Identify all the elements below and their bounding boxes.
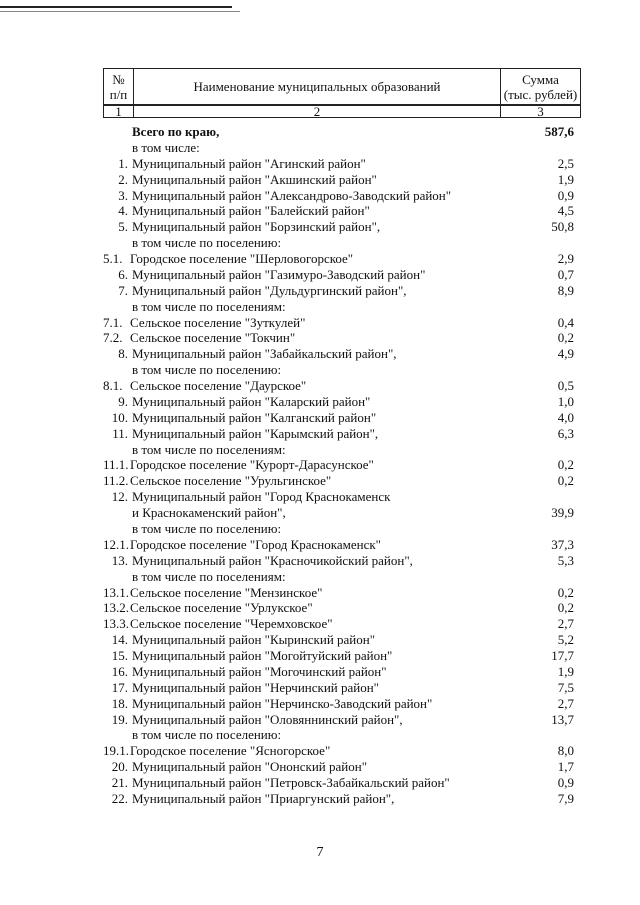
row-name: Муниципальный район "Дульдургинский район", <box>132 282 407 298</box>
row-value: 2,5 <box>557 155 574 171</box>
row-name: Муниципальный район "Агинский район" <box>132 155 366 171</box>
table-row <box>0 457 640 473</box>
row-number: 9. <box>118 393 128 409</box>
row-name: Муниципальный район "Борзинский район", <box>132 219 381 235</box>
row-value: 8,0 <box>557 743 574 759</box>
row-number: 4. <box>118 203 128 219</box>
row-number: 8. <box>118 346 128 362</box>
subheading-row <box>0 569 640 585</box>
row-name: Муниципальный район "Кыринский район" <box>132 632 376 648</box>
row-value: 7,5 <box>557 679 574 695</box>
total-row <box>0 124 640 140</box>
row-number: 18. <box>111 695 128 711</box>
row-number: 7.1. <box>103 314 123 330</box>
row-name: в том числе по поселению: <box>132 521 282 536</box>
row-name: Сельское поселение "Черемховское" <box>130 616 333 632</box>
row-number: 12.1. <box>103 536 129 552</box>
table-row <box>0 743 640 759</box>
table-row <box>0 473 640 489</box>
table-row <box>0 537 640 553</box>
table-row <box>0 759 640 775</box>
subheading-row <box>0 140 640 156</box>
header-index-2: 2 <box>133 104 501 118</box>
row-name: Сельское поселение "Мензинское" <box>130 584 323 600</box>
subheading-row <box>0 235 640 251</box>
subheading-row <box>0 521 640 537</box>
table-row <box>0 378 640 394</box>
row-number: 7.2. <box>103 330 123 346</box>
row-name: Муниципальный район "Город Краснокаменск <box>132 489 391 505</box>
table-row <box>0 283 640 299</box>
table-row <box>0 219 640 235</box>
row-number: 19. <box>111 711 128 727</box>
row-name: в том числе по поселениям: <box>132 441 286 457</box>
subheading-row <box>0 299 640 315</box>
row-value: 50,8 <box>551 219 574 235</box>
row-name: Муниципальный район "Забайкальский район", <box>132 346 397 362</box>
row-value: 1,9 <box>557 663 574 679</box>
header-col-name: Наименование муниципальных образований <box>133 68 501 105</box>
table-row <box>0 156 640 172</box>
table-row <box>0 791 640 807</box>
row-number: 17. <box>111 679 128 695</box>
row-name: в том числе по поселению: <box>132 235 282 251</box>
top-rule <box>0 6 232 8</box>
row-number: 21. <box>111 775 128 791</box>
table-row <box>0 315 640 331</box>
row-value: 1,0 <box>557 393 574 409</box>
row-name: Городское поселение "Город Краснокаменск" <box>130 536 381 552</box>
subheading-row <box>0 442 640 458</box>
table-row <box>0 489 640 505</box>
table-row <box>0 585 640 601</box>
row-number: 11.1. <box>103 457 129 473</box>
table-row <box>0 664 640 680</box>
header-col-sum: Сумма (тыс. рублей) <box>500 68 581 105</box>
table-row <box>0 426 640 442</box>
row-value: 2,7 <box>557 616 574 632</box>
row-value: 17,7 <box>551 648 574 664</box>
row-name: Сельское поселение "Токчин" <box>130 330 296 346</box>
row-value: 0,9 <box>557 187 574 203</box>
row-number: 5.1. <box>103 251 123 267</box>
row-value: 0,2 <box>557 584 574 600</box>
table-row <box>0 330 640 346</box>
row-value: 0,2 <box>557 330 574 346</box>
row-value: 587,6 <box>544 124 574 139</box>
row-name: Муниципальный район "Могойтуйский район" <box>132 648 393 664</box>
table-row <box>0 553 640 569</box>
row-value: 1,9 <box>557 171 574 187</box>
subheading-row <box>0 727 640 743</box>
table-row <box>0 775 640 791</box>
row-value: 37,3 <box>551 536 574 552</box>
row-value: 0,4 <box>557 314 574 330</box>
row-value: 39,9 <box>551 505 574 521</box>
table-row <box>0 600 640 616</box>
row-number: 10. <box>111 409 128 425</box>
row-number: 2. <box>118 171 128 187</box>
row-value: 7,9 <box>557 790 574 806</box>
row-value: 4,0 <box>557 409 574 425</box>
row-name: Городское поселение "Ясногорское" <box>130 743 331 759</box>
row-name: Всего по краю, <box>132 124 220 139</box>
table-row <box>0 172 640 188</box>
row-value: 0,9 <box>557 775 574 791</box>
row-name: в том числе по поселению: <box>132 362 282 378</box>
row-number: 8.1. <box>103 378 123 394</box>
top-rule-thin <box>0 11 240 12</box>
row-number: 3. <box>118 187 128 203</box>
row-value: 4,5 <box>557 203 574 219</box>
row-number: 11.2. <box>103 473 129 489</box>
row-name: Муниципальный район "Ононский район" <box>132 759 368 775</box>
table-row <box>0 251 640 267</box>
row-name: в том числе по поселениям: <box>132 298 286 314</box>
row-value: 13,7 <box>551 711 574 727</box>
table-row <box>0 616 640 632</box>
row-name: Муниципальный район "Газимуро-Заводский район" <box>132 266 426 282</box>
header-index-1: 1 <box>103 104 134 118</box>
table-row <box>0 267 640 283</box>
header-col-number: № п/п <box>103 68 134 105</box>
row-name: Сельское поселение "Урульгинское" <box>130 473 332 489</box>
table-row <box>0 696 640 712</box>
subheading-row <box>0 362 640 378</box>
row-number: 16. <box>111 663 128 679</box>
row-name: Муниципальный район "Приаргунский район", <box>132 790 395 806</box>
row-value: 0,7 <box>557 266 574 282</box>
row-name: Муниципальный район "Оловяннинский район", <box>132 711 403 727</box>
row-number: 13.2. <box>103 600 129 616</box>
table-row <box>0 410 640 426</box>
table-row <box>0 505 640 521</box>
row-number: 5. <box>118 219 128 235</box>
row-number: 13.1. <box>103 584 129 600</box>
row-number: 22. <box>111 790 128 806</box>
row-number: 11. <box>112 425 128 441</box>
row-number: 12. <box>111 489 128 505</box>
row-value: 0,2 <box>557 457 574 473</box>
row-name: в том числе: <box>132 139 200 155</box>
table-header <box>103 68 581 120</box>
table-row <box>0 648 640 664</box>
row-name: Муниципальный район "Карымский район", <box>132 425 379 441</box>
row-number: 15. <box>111 648 128 664</box>
row-name: Сельское поселение "Урлукское" <box>130 600 313 616</box>
row-number: 7. <box>118 282 128 298</box>
row-name: в том числе по поселению: <box>132 727 282 743</box>
table-row <box>0 346 640 362</box>
row-value: 8,9 <box>557 282 574 298</box>
table-row <box>0 632 640 648</box>
row-name: Муниципальный район "Калганский район" <box>132 409 377 425</box>
table-row <box>0 188 640 204</box>
row-number: 19.1. <box>103 743 129 759</box>
row-value: 0,2 <box>557 473 574 489</box>
row-value: 2,7 <box>557 695 574 711</box>
row-name: Городское поселение "Курорт-Дарасунское" <box>130 457 374 473</box>
header-index-3: 3 <box>500 104 581 118</box>
table-row <box>0 712 640 728</box>
row-name: Муниципальный район "Нерчинско-Заводский район" <box>132 695 433 711</box>
row-name: Муниципальный район "Балейский район" <box>132 203 370 219</box>
row-value: 1,7 <box>557 759 574 775</box>
table-row <box>0 394 640 410</box>
row-name: Сельское поселение "Зуткулей" <box>130 314 306 330</box>
row-number: 13.3. <box>103 616 129 632</box>
row-name: Муниципальный район "Красночикойский район", <box>132 552 413 568</box>
row-value: 5,2 <box>557 632 574 648</box>
row-name: Сельское поселение "Даурское" <box>130 378 307 394</box>
row-value: 0,2 <box>557 600 574 616</box>
row-number: 14. <box>111 632 128 648</box>
row-value: 5,3 <box>557 552 574 568</box>
row-name: Муниципальный район "Нерчинский район" <box>132 679 379 695</box>
row-name: в том числе по поселениям: <box>132 568 286 584</box>
row-name: Муниципальный район "Каларский район" <box>132 393 371 409</box>
row-name: Муниципальный район "Александрово-Заводский район" <box>132 187 452 203</box>
table-row <box>0 203 640 219</box>
row-value: 4,9 <box>557 346 574 362</box>
row-name: Городское поселение "Шерловогорское" <box>130 251 354 267</box>
row-name: и Краснокаменский район", <box>132 505 286 521</box>
row-name: Муниципальный район "Петровск-Забайкальский район" <box>132 775 450 791</box>
row-number: 20. <box>111 759 128 775</box>
page-number: 7 <box>316 845 324 860</box>
row-value: 2,9 <box>557 251 574 267</box>
row-number: 13. <box>111 552 128 568</box>
row-number: 1. <box>118 155 128 171</box>
row-number: 6. <box>118 266 128 282</box>
row-name: Муниципальный район "Могочинский район" <box>132 663 387 679</box>
row-value: 0,5 <box>557 378 574 394</box>
row-value: 6,3 <box>557 425 574 441</box>
row-name: Муниципальный район "Акшинский район" <box>132 171 377 187</box>
table-row <box>0 680 640 696</box>
